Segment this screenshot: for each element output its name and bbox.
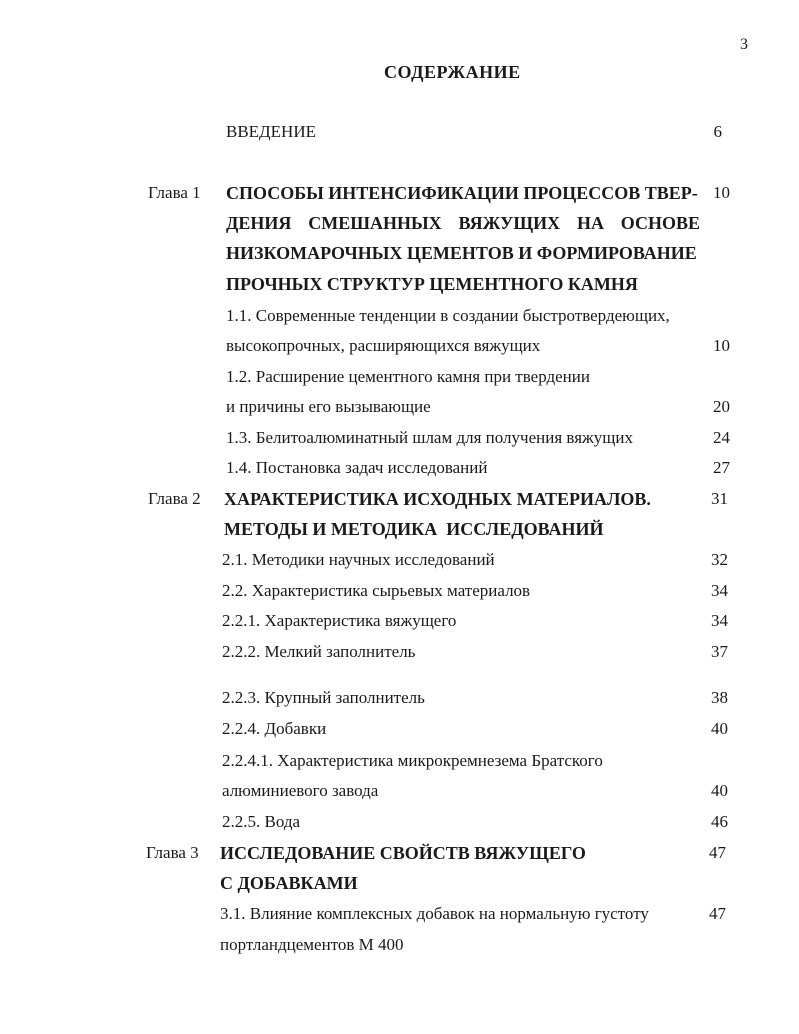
toc-item-2-2-4-page: 40 bbox=[711, 719, 728, 738]
toc-item-3-1-line-1: 3.1. Влияние комплексных добавок на нормальную густоту bbox=[220, 904, 649, 923]
chapter1-heading-line-3: НИЗКОМАРОЧНЫХ ЦЕМЕНТОВ И ФОРМИРОВАНИЕ bbox=[226, 243, 697, 263]
toc-item-2-2-5-line-1: 2.2.5. Вода bbox=[222, 812, 301, 831]
toc-item-2-2-2-page: 37 bbox=[711, 642, 728, 661]
toc-item-2-2-3-page: 38 bbox=[711, 688, 728, 707]
toc-item-1-3-page: 24 bbox=[713, 428, 730, 447]
toc-item-2-2-line-1: 2.2. Характеристика сырьевых материалов bbox=[222, 581, 531, 600]
page-title: СОДЕРЖАНИЕ bbox=[384, 62, 521, 82]
toc-item-2-2-page: 34 bbox=[711, 581, 728, 600]
toc-item-2-2-4-1-page: 40 bbox=[711, 781, 728, 800]
toc-item-2-2-3-line-1: 2.2.3. Крупный заполнитель bbox=[222, 688, 425, 707]
toc-item-2-2-1-page: 34 bbox=[711, 611, 728, 630]
chapter1-label: Глава 1 bbox=[148, 183, 201, 202]
chapter2-heading-line-1: ХАРАКТЕРИСТИКА ИСХОДНЫХ МАТЕРИАЛОВ. bbox=[224, 489, 651, 509]
toc-item-2-2-4-1-line-1: 2.2.4.1. Характеристика микрокремнезема Братского bbox=[222, 751, 603, 770]
toc-item-3-1-page: 47 bbox=[709, 904, 726, 923]
chapter2-heading-line-2: МЕТОДЫ И МЕТОДИКА ИССЛЕДОВАНИЙ bbox=[224, 519, 604, 539]
toc-item-3-1-line-2: портландцементов М 400 bbox=[220, 935, 404, 954]
toc-item-2-2-4-line-1: 2.2.4. Добавки bbox=[222, 719, 327, 738]
chapter1-page: 10 bbox=[713, 183, 730, 202]
toc-item-1-2-line-2: и причины его вызывающие bbox=[226, 397, 431, 416]
toc-item-1-4-page: 27 bbox=[713, 458, 730, 477]
toc-item-1-2-line-1: 1.2. Расширение цементного камня при твердении bbox=[226, 367, 590, 386]
toc-item-2-2-1-line-1: 2.2.1. Характеристика вяжущего bbox=[222, 611, 457, 630]
toc-item-2-2-2-line-1: 2.2.2. Мелкий заполнитель bbox=[222, 642, 416, 661]
page-number: 3 bbox=[740, 36, 748, 53]
toc-item-1-2-page: 20 bbox=[713, 397, 730, 416]
chapter3-label: Глава 3 bbox=[146, 843, 199, 862]
toc-item-2-1-page: 32 bbox=[711, 550, 728, 569]
toc-item-2-1-line-1: 2.1. Методики научных исследований bbox=[222, 550, 495, 569]
chapter3-heading-line-1: ИССЛЕДОВАНИЕ СВОЙСТВ ВЯЖУЩЕГО bbox=[220, 843, 586, 863]
chapter1-heading-line-2: ДЕНИЯ СМЕШАННЫХ ВЯЖУЩИХ НА ОСНОВЕ bbox=[226, 213, 700, 233]
chapter1-heading-line-1: СПОСОБЫ ИНТЕНСИФИКАЦИИ ПРОЦЕССОВ ТВЕР- bbox=[226, 183, 698, 203]
toc-intro-label: ВВЕДЕНИЕ bbox=[226, 122, 316, 141]
toc-item-1-3-line-1: 1.3. Белитоалюминатный шлам для получения вяжущих bbox=[226, 428, 633, 447]
toc-item-1-4-line-1: 1.4. Постановка задач исследований bbox=[226, 458, 488, 477]
chapter1-heading-line-4: ПРОЧНЫХ СТРУКТУР ЦЕМЕНТНОГО КАМНЯ bbox=[226, 274, 638, 294]
toc-item-2-2-5-page: 46 bbox=[711, 812, 728, 831]
chapter2-label: Глава 2 bbox=[148, 489, 201, 508]
toc-item-1-1-line-1: 1.1. Современные тенденции в создании быстротвердеющих, bbox=[226, 306, 670, 325]
toc-item-1-1-line-2: высокопрочных, расширяющихся вяжущих bbox=[226, 336, 541, 355]
chapter3-heading-line-2: С ДОБАВКАМИ bbox=[220, 873, 358, 893]
toc-item-1-1-page: 10 bbox=[713, 336, 730, 355]
chapter3-page: 47 bbox=[709, 843, 726, 862]
toc-item-2-2-4-1-line-2: алюминиевого завода bbox=[222, 781, 379, 800]
chapter2-page: 31 bbox=[711, 489, 728, 508]
toc-intro-page: 6 bbox=[713, 122, 722, 141]
